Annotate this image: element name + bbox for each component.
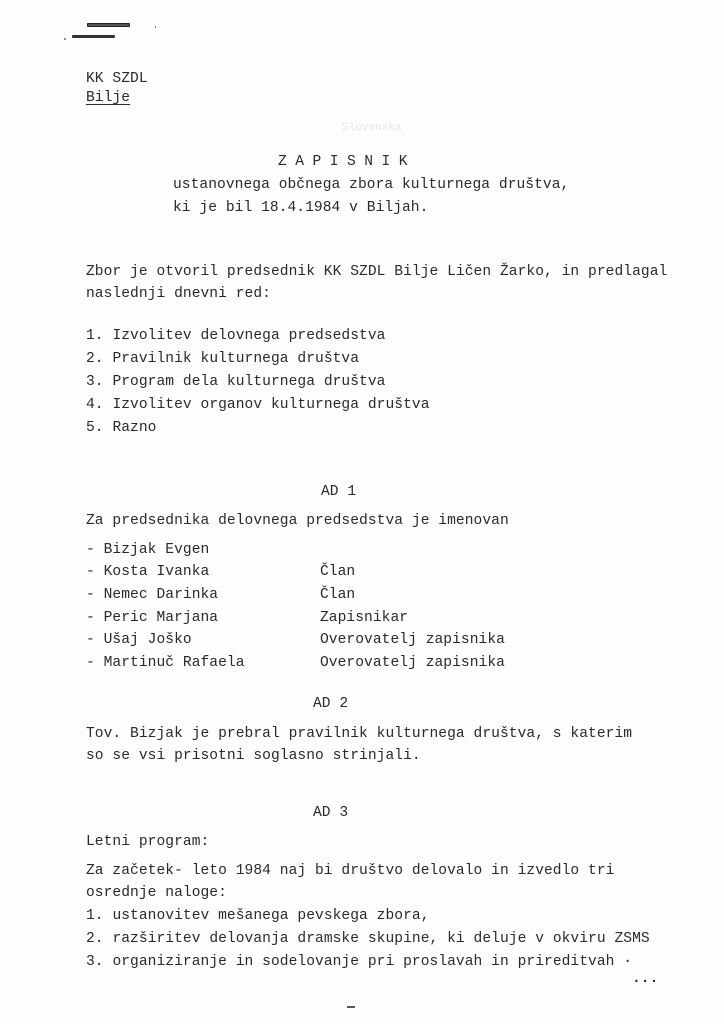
- ad3-label: Letni program:: [86, 834, 210, 850]
- agenda-item: [86, 421, 156, 436]
- task-item-number: 3.: [86, 954, 104, 970]
- agenda-item-number: 5.: [86, 420, 104, 436]
- header-place: Bilje: [86, 90, 131, 106]
- staple-mark: [87, 23, 130, 27]
- task-item-number: 1.: [86, 908, 104, 924]
- agenda-item: [86, 375, 385, 390]
- member-role: Overovatelj zapisnika: [320, 655, 505, 671]
- section-heading-ad2: AD 2: [313, 696, 349, 712]
- speck: [64, 38, 66, 40]
- bleed-through-stamp: Slovenska: [342, 122, 402, 134]
- agenda-item-text: Izvolitev organov kulturnega društva: [112, 397, 430, 413]
- agenda-item: [86, 352, 359, 367]
- task-item: [86, 955, 632, 970]
- agenda-item-number: 1.: [86, 328, 104, 344]
- member-role: Član: [320, 564, 356, 580]
- agenda-item-number: 3.: [86, 374, 104, 390]
- member-name: - Kosta Ivanka: [86, 564, 210, 580]
- member-name: - Nemec Darinka: [86, 587, 219, 603]
- ad2-line1: Tov. Bizjak je prebral pravilnik kulturnega društva, s katerim: [86, 726, 633, 742]
- continuation-mark: ...: [632, 971, 659, 987]
- ad2-line2: so se vsi prisotni soglasno strinjali.: [86, 748, 421, 764]
- task-item-text: organiziranje in sodelovanje pri proslavah in prireditvah ·: [112, 954, 633, 970]
- document-subtitle-line2: ki je bil 18.4.1984 v Biljah.: [173, 200, 429, 216]
- member-name: - Peric Marjana: [86, 610, 219, 626]
- member-role: Zapisnikar: [320, 610, 409, 626]
- section-heading-ad1: AD 1: [321, 484, 357, 500]
- agenda-item: [86, 329, 385, 344]
- agenda-item-number: 2.: [86, 351, 104, 367]
- ad3-line1: Za začetek- leto 1984 naj bi društvo delovalo in izvedlo tri: [86, 863, 615, 879]
- member-role: Član: [320, 587, 356, 603]
- agenda-item-text: Pravilnik kulturnega društva: [112, 351, 360, 367]
- document-title: ZAPISNIK: [278, 154, 417, 170]
- member-name: - Bizjak Evgen: [86, 542, 210, 558]
- agenda-item-number: 4.: [86, 397, 104, 413]
- section-heading-ad3: AD 3: [313, 805, 349, 821]
- agenda-item-text: Izvolitev delovnega predsedstva: [112, 328, 386, 344]
- task-item-text: ustanovitev mešanega pevskega zbora,: [112, 908, 430, 924]
- task-item: [86, 932, 650, 947]
- member-role: Overovatelj zapisnika: [320, 632, 505, 648]
- task-item: [86, 909, 430, 924]
- staple-mark: [72, 35, 115, 38]
- header-org: KK SZDL: [86, 71, 148, 87]
- intro-line1: Zbor je otvoril predsednik KK SZDL Bilje Ličen Žarko, in predlagal: [86, 264, 668, 280]
- task-item-text: razširitev delovanja dramske skupine, ki deluje v okviru ZSMS: [112, 931, 650, 947]
- agenda-item-text: Razno: [112, 420, 157, 436]
- agenda-item-text: Program dela kulturnega društva: [112, 374, 386, 390]
- ad3-line2: osrednje naloge:: [86, 885, 227, 901]
- speck: [155, 26, 156, 28]
- page-footer-mark: [347, 1006, 355, 1008]
- task-item-number: 2.: [86, 931, 104, 947]
- ad1-intro: Za predsednika delovnega predsedstva je imenovan: [86, 513, 509, 529]
- member-name: - Martinuč Rafaela: [86, 655, 245, 671]
- member-name: - Ušaj Joško: [86, 632, 192, 648]
- agenda-item: [86, 398, 430, 413]
- document-subtitle-line1: ustanovnega občnega zbora kulturnega društva,: [173, 177, 570, 193]
- intro-line2: naslednji dnevni red:: [86, 286, 271, 302]
